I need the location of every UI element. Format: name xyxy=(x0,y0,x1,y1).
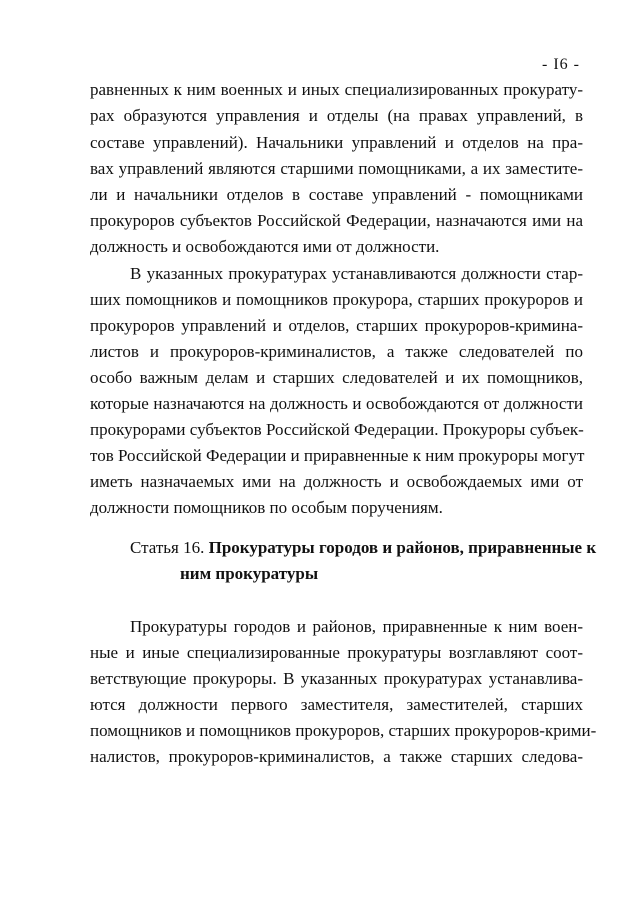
article-heading-line xyxy=(130,535,596,561)
article-title: Прокуратуры городов и районов, приравненные к xyxy=(208,538,597,557)
text-line: ются должности первого заместителя, заместителей, старших xyxy=(90,695,583,714)
text-line: ли и начальники отделов в составе управлений - помощниками xyxy=(90,185,583,204)
text-line: иметь назначаемых ими на должность и освобождаемых ими от xyxy=(90,472,583,491)
text-line: листов и прокуроров-криминалистов, а также следователей по xyxy=(90,342,583,361)
text-line: ших помощников и помощников прокурора, старших прокуроров и xyxy=(90,290,583,309)
text-line: составе управлений). Начальники управлений и отделов на пра- xyxy=(90,133,583,152)
text-line: прокуроров субъектов Российской Федерации, назначаются ими на xyxy=(90,211,583,230)
text-line: должности помощников по особым поручениям. xyxy=(90,498,443,517)
text-line: должность и освобождаются ими от должности. xyxy=(90,237,440,256)
text-line: равненных к ним военных и иных специализированных прокурату- xyxy=(90,80,583,99)
article-label: Статья 16. xyxy=(130,538,205,557)
text-line: тов Российской Федерации и приравненные к ним прокуроры могут xyxy=(90,446,585,465)
text-line: прокуроров управлений и отделов, старших прокуроров-кримина- xyxy=(90,316,583,335)
text-line: которые назначаются на должность и освобождаются от должности xyxy=(90,394,583,413)
article-title-continued: ним прокуратуры xyxy=(180,564,319,583)
text-line: В указанных прокуратурах устанавливаются должности стар- xyxy=(130,264,583,283)
text-line: вах управлений являются старшими помощниками, а их заместите- xyxy=(90,159,583,178)
text-line: налистов, прокуроров-криминалистов, а также старших следова- xyxy=(90,747,583,766)
page-number: - I6 - xyxy=(542,56,580,73)
text-line: Прокуратуры городов и районов, приравненные к ним воен- xyxy=(130,617,583,636)
text-line: ветствующие прокуроры. В указанных прокуратурах устанавлива- xyxy=(90,669,583,688)
text-line: особо важным делам и старших следователей и их помощников, xyxy=(90,368,583,387)
text-line: прокурорами субъектов Российской Федерации. Прокуроры субъек- xyxy=(90,420,584,439)
text-line: рах образуются управления и отделы (на правах управлений, в xyxy=(90,106,583,125)
text-line: помощников и помощников прокуроров, старших прокуроров-крими- xyxy=(90,721,597,740)
text-line: ные и иные специализированные прокуратуры возглавляют соот- xyxy=(90,643,583,662)
